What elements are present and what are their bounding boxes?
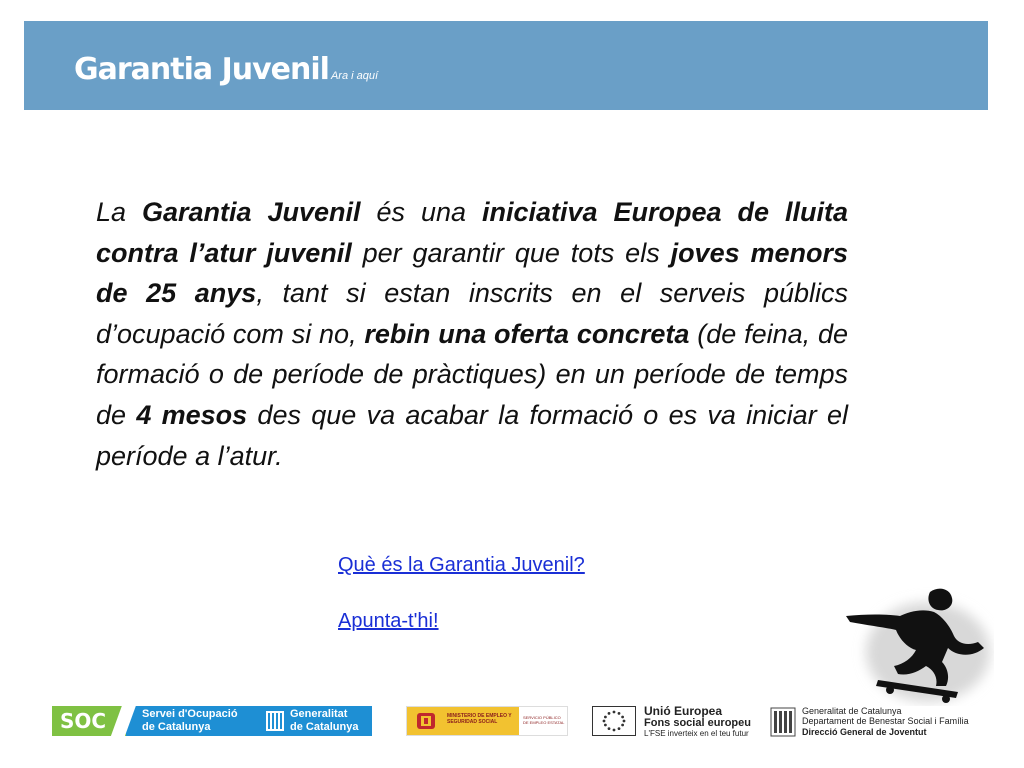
- generalitat-emblem-icon: [770, 707, 796, 737]
- department-line3: Direcció General de Joventut: [802, 727, 927, 737]
- emphasis-text: 4 mesos: [136, 399, 248, 430]
- body-text-segment: des que va acabar la formació o es va iniciar el període a l’atur.: [96, 399, 848, 471]
- body-text-segment: és una: [360, 197, 482, 227]
- page-tagline: Ara i aquí: [330, 70, 379, 82]
- brand: [74, 52, 378, 87]
- ministerio-logo: [406, 706, 568, 736]
- soc-logo: [52, 706, 372, 736]
- eu-motto: L'FSE inverteix en el teu futur: [644, 729, 749, 738]
- partner-logos-bar: [0, 700, 1024, 748]
- sign-up-link[interactable]: Apunta-t'hi!: [338, 610, 439, 632]
- generalitat-name: [290, 708, 358, 734]
- body-text-segment: La: [96, 197, 142, 227]
- generalitat-name-line1: Generalitat: [290, 708, 348, 720]
- body-text-segment: , tant si estan inscrits en el serveis públics d’ocupació com si no,: [96, 278, 848, 349]
- eu-flag-icon: [592, 706, 636, 736]
- emphasis-text: joves menors de 25 anys: [96, 237, 848, 309]
- skater-silhouette-icon: [838, 582, 994, 706]
- soc-name-line2: de Catalunya: [142, 721, 211, 733]
- what-is-garantia-juvenil-link[interactable]: Què és la Garantia Juvenil?: [338, 554, 585, 576]
- department-line2: Departament de Benestar Social i Família: [802, 716, 969, 726]
- soc-name-line1: Servei d'Ocupació: [142, 708, 238, 720]
- spain-coat-of-arms-icon: [415, 711, 437, 731]
- soc-name: [142, 708, 238, 734]
- ministerio-name: MINISTERIO DE EMPLEO Y SEGURIDAD SOCIAL: [447, 713, 512, 725]
- ministerio-sub: SERVICIO PÚBLICO DE EMPLEO ESTATAL: [523, 715, 565, 725]
- emphasis-text: iniciativa Europea de lluita contra l’atur juvenil: [96, 197, 848, 268]
- emphasis-text: rebin una oferta concreta: [364, 318, 690, 349]
- description-paragraph: [96, 192, 848, 476]
- eu-fund-name: Fons social europeu: [644, 717, 751, 729]
- page-title: Garantia Juvenil: [74, 52, 329, 87]
- body-text-segment: (de feina, de formació o de període de pràctiques) en un període de temps de: [96, 318, 848, 430]
- soc-abbreviation: SOC: [60, 709, 107, 733]
- emphasis-text: Garantia Juvenil: [142, 197, 361, 227]
- generalitat-name-line2: de Catalunya: [290, 721, 359, 733]
- generalitat-flag-icon: [266, 711, 284, 731]
- body-text-segment: per garantir que tots els: [351, 237, 671, 268]
- department-line1: Generalitat de Catalunya: [802, 706, 902, 716]
- title-banner: [24, 21, 988, 110]
- eu-fse-logo: [592, 704, 758, 738]
- generalitat-department-logo: [770, 705, 986, 739]
- eu-title: Unió Europea: [644, 704, 723, 718]
